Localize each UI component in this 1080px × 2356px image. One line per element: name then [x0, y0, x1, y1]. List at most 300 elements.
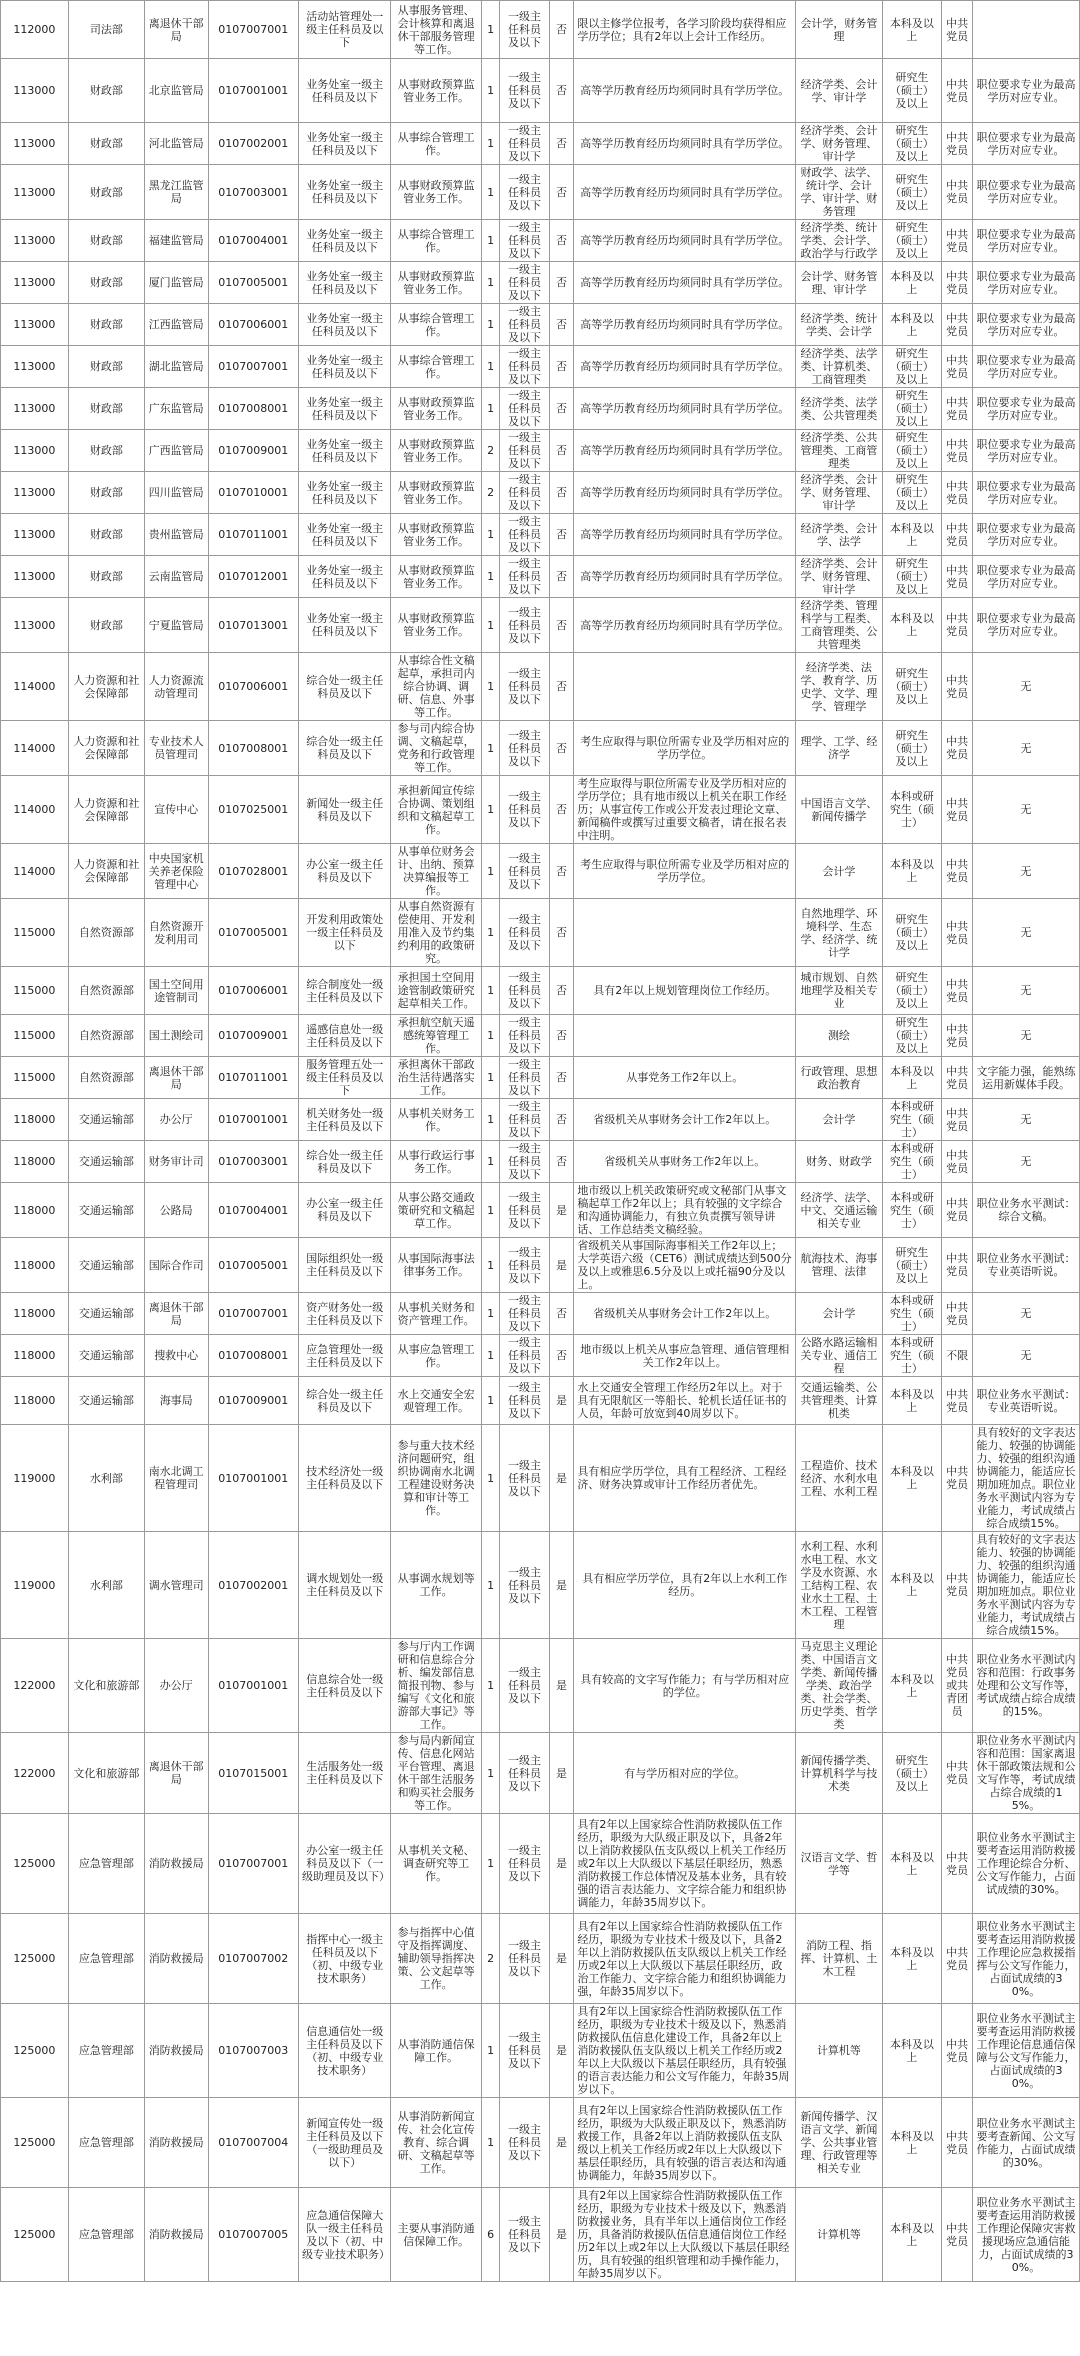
table-cell: 0107007003: [208, 2004, 298, 2098]
table-cell: 中共党员: [942, 721, 973, 776]
table-cell: 否: [549, 430, 574, 472]
table-cell: 财政部: [68, 346, 144, 388]
table-cell: 本科或研究生（硕士）: [882, 776, 942, 844]
table-cell: 承担国土空间用途管制政策研究起草相关工作。: [391, 967, 481, 1015]
table-row: [1, 899, 1080, 967]
table-cell: 0107011001: [208, 1057, 298, 1099]
table-cell: 水上交通安全宏观管理工作。: [391, 1377, 481, 1425]
table-cell: 文字能力强，能熟练运用新媒体手段。: [973, 1057, 1080, 1099]
table-cell: 文化和旅游部: [68, 1733, 144, 1814]
table-cell: 1: [481, 899, 499, 967]
table-cell: 本科及以上: [882, 304, 942, 346]
table-cell: 从事财政预算监管业务工作。: [391, 165, 481, 220]
table-cell: 1: [481, 1057, 499, 1099]
table-cell: 0107006001: [208, 967, 298, 1015]
table-cell: 1: [481, 1814, 499, 1914]
table-cell: 是: [549, 1814, 574, 1914]
table-cell: 中央国家机关养老保险管理中心: [144, 844, 208, 899]
table-row: [1, 1335, 1080, 1377]
table-cell: 中共党员: [942, 59, 973, 123]
table-cell: 一级主任科员及以下: [500, 1, 549, 59]
table-cell: 财政部: [68, 59, 144, 123]
table-cell: 职位业务水平测试内容和范围：行政事务处理和公文写作等，考试成绩占综合成绩的15%。: [973, 1639, 1080, 1733]
table-row: [1, 1, 1080, 59]
table-cell: 马克思主义理论类、中国语言文学类、新闻传播学类、政治学类、社会学类、历史学类、哲学类: [796, 1639, 882, 1733]
table-cell: 无: [973, 967, 1080, 1015]
table-cell: 1: [481, 1238, 499, 1293]
table-cell: 125000: [1, 1914, 69, 2004]
table-cell: 消防救援局: [144, 1914, 208, 2004]
table-cell: 本科或研究生（硕士）: [882, 1293, 942, 1335]
table-cell: 1: [481, 220, 499, 262]
table-cell: 业务处室一级主任科员及以下: [298, 472, 390, 514]
table-row: [1, 721, 1080, 776]
table-cell: 本科及以上: [882, 1532, 942, 1639]
table-cell: 113000: [1, 165, 69, 220]
table-cell: 2: [481, 472, 499, 514]
table-cell: 本科及以上: [882, 262, 942, 304]
table-cell: 1: [481, 1377, 499, 1425]
table-cell: 中共党员: [942, 1141, 973, 1183]
table-cell: 中共党员: [942, 1425, 973, 1532]
table-cell: 113000: [1, 304, 69, 346]
table-cell: 职位业务水平测试：专业英语听说。: [973, 1238, 1080, 1293]
table-cell: 经济学类、会计学、财务管理、审计学: [796, 556, 882, 598]
table-cell: 地市级以上机关从事应急管理、通信管理相关工作2年以上。: [574, 1335, 796, 1377]
table-cell: 高等学历教育经历均须同时具有学历学位。: [574, 165, 796, 220]
table-cell: 高等学历教育经历均须同时具有学历学位。: [574, 346, 796, 388]
table-cell: 否: [549, 1015, 574, 1057]
table-cell: 中共党员: [942, 346, 973, 388]
table-cell: 财务、财政学: [796, 1141, 882, 1183]
table-cell: 会计学: [796, 1293, 882, 1335]
table-cell: 业务处室一级主任科员及以下: [298, 304, 390, 346]
table-cell: 一级主任科员及以下: [500, 1183, 549, 1238]
table-cell: 从事国际海事法律事务工作。: [391, 1238, 481, 1293]
table-row: [1, 776, 1080, 844]
table-cell: 一级主任科员及以下: [500, 721, 549, 776]
table-cell: 否: [549, 776, 574, 844]
table-cell: 从事财政预算监管业务工作。: [391, 598, 481, 653]
table-cell: 贵州监管局: [144, 514, 208, 556]
table-cell: 应急管理处一级主任科员及以下: [298, 1335, 390, 1377]
table-cell: 机关财务处一级主任科员及以下: [298, 1099, 390, 1141]
table-cell: 否: [549, 721, 574, 776]
table-cell: 水利部: [68, 1425, 144, 1532]
table-cell: 从事综合管理工作。: [391, 304, 481, 346]
table-cell: 经济学类、管理科学与工程类、工商管理类、公共管理类: [796, 598, 882, 653]
table-cell: 职位要求专业为最高学历对应专业。: [973, 59, 1080, 123]
table-cell: 0107005001: [208, 262, 298, 304]
table-cell: 否: [549, 346, 574, 388]
table-cell: 从事财政预算监管业务工作。: [391, 514, 481, 556]
table-cell: 否: [549, 1293, 574, 1335]
table-row: [1, 1015, 1080, 1057]
table-cell: 考生应取得与职位所需专业及学历相对应的学历学位。: [574, 844, 796, 899]
table-cell: 1: [481, 721, 499, 776]
table-cell: 1: [481, 1733, 499, 1814]
table-cell: 118000: [1, 1099, 69, 1141]
table-row: [1, 967, 1080, 1015]
table-cell: 0107009001: [208, 1015, 298, 1057]
table-cell: 中共党员: [942, 1377, 973, 1425]
table-cell: 中共党员: [942, 556, 973, 598]
table-cell: 资产财务处一级主任科员及以下: [298, 1293, 390, 1335]
table-cell: 计算机等: [796, 2188, 882, 2282]
table-cell: 无: [973, 1015, 1080, 1057]
table-cell: 从事调水规划等工作。: [391, 1532, 481, 1639]
table-cell: 0107003001: [208, 165, 298, 220]
table-cell: 广东监管局: [144, 388, 208, 430]
table-cell: 中共党员: [942, 776, 973, 844]
table-cell: 一级主任科员及以下: [500, 1335, 549, 1377]
table-cell: 中共党员: [942, 1015, 973, 1057]
table-cell: 承担新闻宣传综合协调、策划组织和文稿起草工作。: [391, 776, 481, 844]
table-cell: 离退休干部局: [144, 1057, 208, 1099]
table-cell: 0107005001: [208, 1238, 298, 1293]
table-cell: 业务处室一级主任科员及以下: [298, 165, 390, 220]
table-cell: [574, 899, 796, 967]
table-cell: 113000: [1, 262, 69, 304]
table-cell: 财政部: [68, 388, 144, 430]
table-cell: 财政部: [68, 123, 144, 165]
table-cell: 研究生（硕士）及以上: [882, 59, 942, 123]
table-cell: 中共党员: [942, 304, 973, 346]
table-cell: 搜救中心: [144, 1335, 208, 1377]
table-cell: 会计学: [796, 844, 882, 899]
table-cell: 人力资源流动管理司: [144, 653, 208, 721]
table-cell: 0107008001: [208, 388, 298, 430]
table-cell: 具有较好的文字表达能力、较强的协调能力、较强的组织沟通协调能力，能适应长期加班加点。职位业务水平测试内容为专业能力，考试成绩占综合成绩15%。: [973, 1532, 1080, 1639]
table-cell: 113000: [1, 123, 69, 165]
table-cell: 湖北监管局: [144, 346, 208, 388]
table-cell: 生活服务处一级主任科员及以下: [298, 1733, 390, 1814]
table-cell: 125000: [1, 2004, 69, 2098]
table-cell: 高等学历教育经历均须同时具有学历学位。: [574, 304, 796, 346]
table-cell: 云南监管局: [144, 556, 208, 598]
table-cell: 1: [481, 1183, 499, 1238]
table-cell: 经济学类、会计学、审计学: [796, 59, 882, 123]
table-cell: 调水规划处一级主任科员及以下: [298, 1532, 390, 1639]
table-cell: 宣传中心: [144, 776, 208, 844]
table-cell: 从事财政预算监管业务工作。: [391, 472, 481, 514]
table-cell: 业务处室一级主任科员及以下: [298, 123, 390, 165]
table-cell: 国际合作司: [144, 1238, 208, 1293]
table-cell: 具有2年以上国家综合性消防救援队伍工作经历，职级为专业技术十级及以下，熟悉消防救援业务，具有半年以上通信岗位工作经历，具备消防救援队伍信息通信岗位工作经历2年以上或2年以上大队级以下基层任职经历，具有较强的组织管理和动手操作能力，年龄35周岁以下。: [574, 2188, 796, 2282]
table-cell: 不限: [942, 1335, 973, 1377]
table-cell: 中共党员: [942, 220, 973, 262]
table-cell: 职位业务水平测试主要考查运用消防救援工作理论综合分析、公文写作能力，占面试成绩的30%。: [973, 1814, 1080, 1914]
table-cell: 从事机关文秘、调查研究等工作。: [391, 1814, 481, 1914]
table-cell: 自然资源开发利用司: [144, 899, 208, 967]
table-cell: 中共党员: [942, 1733, 973, 1814]
table-cell: 业务处室一级主任科员及以下: [298, 262, 390, 304]
table-row: [1, 220, 1080, 262]
table-cell: 国土测绘司: [144, 1015, 208, 1057]
table-cell: 118000: [1, 1377, 69, 1425]
table-cell: [574, 1015, 796, 1057]
table-cell: 118000: [1, 1293, 69, 1335]
table-cell: 无: [973, 721, 1080, 776]
table-cell: 航海技术、海事管理、法律: [796, 1238, 882, 1293]
table-cell: 是: [549, 1914, 574, 2004]
table-cell: 是: [549, 2098, 574, 2188]
table-cell: 开发利用政策处一级主任科员及以下: [298, 899, 390, 967]
table-cell: 从事自然资源有偿使用、开发利用准入及节约集约利用的政策研究。: [391, 899, 481, 967]
table-cell: 否: [549, 844, 574, 899]
table-cell: 业务处室一级主任科员及以下: [298, 346, 390, 388]
table-cell: 1: [481, 514, 499, 556]
table-cell: 一级主任科员及以下: [500, 59, 549, 123]
table-cell: 高等学历教育经历均须同时具有学历学位。: [574, 59, 796, 123]
table-cell: 新闻宣传处一级主任科员及以下（一级助理员及以下）: [298, 2098, 390, 2188]
table-cell: 应急管理部: [68, 2188, 144, 2282]
table-row: [1, 123, 1080, 165]
table-cell: 高等学历教育经历均须同时具有学历学位。: [574, 514, 796, 556]
table-cell: 否: [549, 1099, 574, 1141]
table-cell: 是: [549, 1377, 574, 1425]
table-cell: 本科及以上: [882, 1, 942, 59]
table-cell: 中国语言文学、新闻传播学: [796, 776, 882, 844]
table-cell: 中共党员: [942, 2098, 973, 2188]
table-cell: 财政部: [68, 262, 144, 304]
table-cell: 一级主任科员及以下: [500, 2188, 549, 2282]
table-cell: 职位业务水平测试主要考查运用消防救援工作理论信息通信保障与公文写作能力，占面试成绩的30%。: [973, 2004, 1080, 2098]
table-cell: 否: [549, 220, 574, 262]
table-cell: 从事单位财务会计、出纳、预算决算编报等工作。: [391, 844, 481, 899]
table-cell: 113000: [1, 59, 69, 123]
table-cell: 否: [549, 967, 574, 1015]
table-cell: 从事机关财务工作。: [391, 1099, 481, 1141]
table-cell: 研究生（硕士）及以上: [882, 721, 942, 776]
table-cell: 黑龙江监管局: [144, 165, 208, 220]
table-row: [1, 1238, 1080, 1293]
table-cell: 国际组织处一级主任科员及以下: [298, 1238, 390, 1293]
table-cell: 是: [549, 1532, 574, 1639]
table-cell: 一级主任科员及以下: [500, 2004, 549, 2098]
table-cell: 113000: [1, 388, 69, 430]
table-cell: 6: [481, 2188, 499, 2282]
table-cell: 0107001001: [208, 59, 298, 123]
table-cell: 一级主任科员及以下: [500, 1293, 549, 1335]
table-cell: 一级主任科员及以下: [500, 123, 549, 165]
table-cell: 从事财政预算监管业务工作。: [391, 556, 481, 598]
table-row: [1, 165, 1080, 220]
table-cell: 研究生（硕士）及以上: [882, 388, 942, 430]
table-cell: 财政部: [68, 556, 144, 598]
table-cell: 是: [549, 1639, 574, 1733]
table-cell: 指挥中心一级主任科员及以下（初、中级专业技术职务）: [298, 1914, 390, 2004]
table-cell: 0107010001: [208, 472, 298, 514]
table-cell: 经济学类、会计学、法学: [796, 514, 882, 556]
table-cell: 中共党员: [942, 2188, 973, 2282]
table-cell: 职位业务水平测试主要考查运用消防救援工作理论应急救援指挥与公文写作能力，占面试成绩的30%。: [973, 1914, 1080, 2004]
table-row: [1, 59, 1080, 123]
table-cell: 本科及以上: [882, 598, 942, 653]
table-cell: 司法部: [68, 1, 144, 59]
table-cell: 从事消防通信保障工作。: [391, 2004, 481, 2098]
table-cell: 本科或研究生（硕士）: [882, 1141, 942, 1183]
table-cell: 中共党员: [942, 1057, 973, 1099]
table-cell: 115000: [1, 899, 69, 967]
table-cell: 财政部: [68, 472, 144, 514]
table-cell: 消防救援局: [144, 1814, 208, 1914]
table-cell: 人力资源和社会保障部: [68, 844, 144, 899]
table-cell: 一级主任科员及以下: [500, 2098, 549, 2188]
table-cell: 水利部: [68, 1532, 144, 1639]
table-cell: 离退休干部局: [144, 1293, 208, 1335]
table-cell: 0107001001: [208, 1099, 298, 1141]
table-cell: 中共党员: [942, 653, 973, 721]
table-cell: 1: [481, 262, 499, 304]
table-cell: 一级主任科员及以下: [500, 1099, 549, 1141]
table-cell: 交通运输部: [68, 1238, 144, 1293]
table-cell: 从事财政预算监管业务工作。: [391, 430, 481, 472]
table-cell: 离退休干部局: [144, 1, 208, 59]
table-cell: 1: [481, 1099, 499, 1141]
table-cell: 一级主任科员及以下: [500, 1015, 549, 1057]
table-cell: 一级主任科员及以下: [500, 598, 549, 653]
table-cell: 一级主任科员及以下: [500, 262, 549, 304]
table-cell: 1: [481, 1, 499, 59]
table-cell: 应急管理部: [68, 2098, 144, 2188]
table-cell: 本科及以上: [882, 844, 942, 899]
table-cell: 职位要求专业为最高学历对应专业。: [973, 472, 1080, 514]
table-cell: 113000: [1, 220, 69, 262]
table-cell: 从事党务工作2年以上。: [574, 1057, 796, 1099]
table-cell: 0107025001: [208, 776, 298, 844]
table-cell: 经济学类、会计学、财务管理、审计学: [796, 123, 882, 165]
table-cell: 中共党员或共青团员: [942, 1639, 973, 1733]
table-cell: 118000: [1, 1335, 69, 1377]
table-cell: 职位业务水平测试主要考查新闻、公文写作能力，占面试成绩的30%。: [973, 2098, 1080, 2188]
table-cell: 研究生（硕士）及以上: [882, 430, 942, 472]
table-cell: 地市级以上机关政策研究或文秘部门从事文稿起草工作2年以上；具有较强的文字综合和沟通协调能力，有独立负责撰写领导讲话、工作总结类文稿经验。: [574, 1183, 796, 1238]
table-cell: 高等学历教育经历均须同时具有学历学位。: [574, 556, 796, 598]
table-cell: 本科或研究生（硕士）: [882, 1183, 942, 1238]
table-cell: 从事服务管理、会计核算和离退休干部服务管理等工作。: [391, 1, 481, 59]
table-cell: 研究生（硕士）及以上: [882, 220, 942, 262]
table-row: [1, 556, 1080, 598]
table-cell: 技术经济处一级主任科员及以下: [298, 1425, 390, 1532]
table-cell: 研究生（硕士）及以上: [882, 346, 942, 388]
table-cell: 否: [549, 899, 574, 967]
table-cell: 1: [481, 844, 499, 899]
table-cell: 职位要求专业为最高学历对应专业。: [973, 346, 1080, 388]
table-cell: 一级主任科员及以下: [500, 514, 549, 556]
table-cell: 是: [549, 1425, 574, 1532]
table-cell: 水上交通安全管理工作经历2年以上。对于具有无限航区一等船长、轮机长适任证书的人员，年龄可放宽到40周岁以下。: [574, 1377, 796, 1425]
table-cell: 中共党员: [942, 598, 973, 653]
table-cell: 经济学类、统计学类、会计学: [796, 304, 882, 346]
table-cell: 中共党员: [942, 2004, 973, 2098]
table-cell: 113000: [1, 430, 69, 472]
table-cell: 综合处一级主任科员及以下: [298, 1141, 390, 1183]
table-cell: 职位要求专业为最高学历对应专业。: [973, 262, 1080, 304]
table-cell: 本科及以上: [882, 2098, 942, 2188]
table-cell: 1: [481, 598, 499, 653]
table-cell: 职位要求专业为最高学历对应专业。: [973, 514, 1080, 556]
table-cell: 业务处室一级主任科员及以下: [298, 220, 390, 262]
table-cell: 119000: [1, 1532, 69, 1639]
table-row: [1, 2188, 1080, 2282]
table-cell: 1: [481, 2098, 499, 2188]
table-cell: 一级主任科员及以下: [500, 1733, 549, 1814]
table-cell: 115000: [1, 967, 69, 1015]
table-cell: 1: [481, 1532, 499, 1639]
table-cell: 省级机关从事财务会计工作2年以上。: [574, 1099, 796, 1141]
table-cell: 办公室一级主任科员及以下: [298, 1183, 390, 1238]
table-cell: 财政学、法学、统计学、会计学、审计学、财务管理: [796, 165, 882, 220]
table-row: [1, 1293, 1080, 1335]
table-cell: 交通运输类、公共管理类、计算机类: [796, 1377, 882, 1425]
table-cell: 是: [549, 2188, 574, 2282]
table-cell: 1: [481, 1335, 499, 1377]
table-cell: 0107009001: [208, 430, 298, 472]
table-cell: 职位要求专业为最高学历对应专业。: [973, 165, 1080, 220]
table-cell: 中共党员: [942, 123, 973, 165]
table-cell: 高等学历教育经历均须同时具有学历学位。: [574, 220, 796, 262]
table-row: [1, 1914, 1080, 2004]
table-cell: 自然资源部: [68, 1057, 144, 1099]
table-cell: 本科及以上: [882, 1814, 942, 1914]
table-cell: 114000: [1, 721, 69, 776]
table-cell: 118000: [1, 1141, 69, 1183]
table-row: [1, 1532, 1080, 1639]
table-cell: 水利工程、水利水电工程、水文学及水资源、水工结构工程、农业水土工程、土木工程、工程管理: [796, 1532, 882, 1639]
table-cell: 0107015001: [208, 1733, 298, 1814]
table-row: [1, 1377, 1080, 1425]
table-cell: 消防工程、指挥、计算机、土木工程: [796, 1914, 882, 2004]
table-cell: 0107004001: [208, 220, 298, 262]
table-cell: 经济学类、法学类、公共管理类: [796, 388, 882, 430]
table-cell: 经济学类、会计学、财务管理、审计学: [796, 472, 882, 514]
table-row: [1, 514, 1080, 556]
table-cell: 2: [481, 430, 499, 472]
table-cell: 综合处一级主任科员及以下: [298, 653, 390, 721]
table-cell: 业务处室一级主任科员及以下: [298, 556, 390, 598]
table-cell: 无: [973, 899, 1080, 967]
table-cell: 本科及以上: [882, 1377, 942, 1425]
table-cell: 交通运输部: [68, 1141, 144, 1183]
table-cell: 本科及以上: [882, 2188, 942, 2282]
table-cell: 否: [549, 514, 574, 556]
table-cell: 城市规划、自然地理学及相关专业: [796, 967, 882, 1015]
table-cell: 118000: [1, 1183, 69, 1238]
table-cell: 高等学历教育经历均须同时具有学历学位。: [574, 123, 796, 165]
table-cell: 职位业务水平测试：专业英语听说。: [973, 1377, 1080, 1425]
table-row: [1, 1057, 1080, 1099]
table-cell: 参与厅内工作调研和信息综合分析、编发部信息简报刊物、参与编写《文化和旅游部大事记》等工作。: [391, 1639, 481, 1733]
table-cell: 0107007001: [208, 346, 298, 388]
table-cell: 0107002001: [208, 123, 298, 165]
table-cell: 无: [973, 653, 1080, 721]
table-cell: 高等学历教育经历均须同时具有学历学位。: [574, 262, 796, 304]
table-cell: 113000: [1, 598, 69, 653]
table-cell: 专业技术人员管理司: [144, 721, 208, 776]
table-cell: 0107009001: [208, 1377, 298, 1425]
table-cell: 交通运输部: [68, 1377, 144, 1425]
table-cell: 125000: [1, 2188, 69, 2282]
table-cell: 研究生（硕士）及以上: [882, 899, 942, 967]
table-cell: 自然资源部: [68, 1015, 144, 1057]
table-cell: 主要从事消防通信保障工作。: [391, 2188, 481, 2282]
table-cell: 1: [481, 59, 499, 123]
table-cell: 无: [973, 844, 1080, 899]
table-cell: 人力资源和社会保障部: [68, 776, 144, 844]
table-cell: 中共党员: [942, 472, 973, 514]
table-cell: 经济学类、公共管理类、工商管理类: [796, 430, 882, 472]
